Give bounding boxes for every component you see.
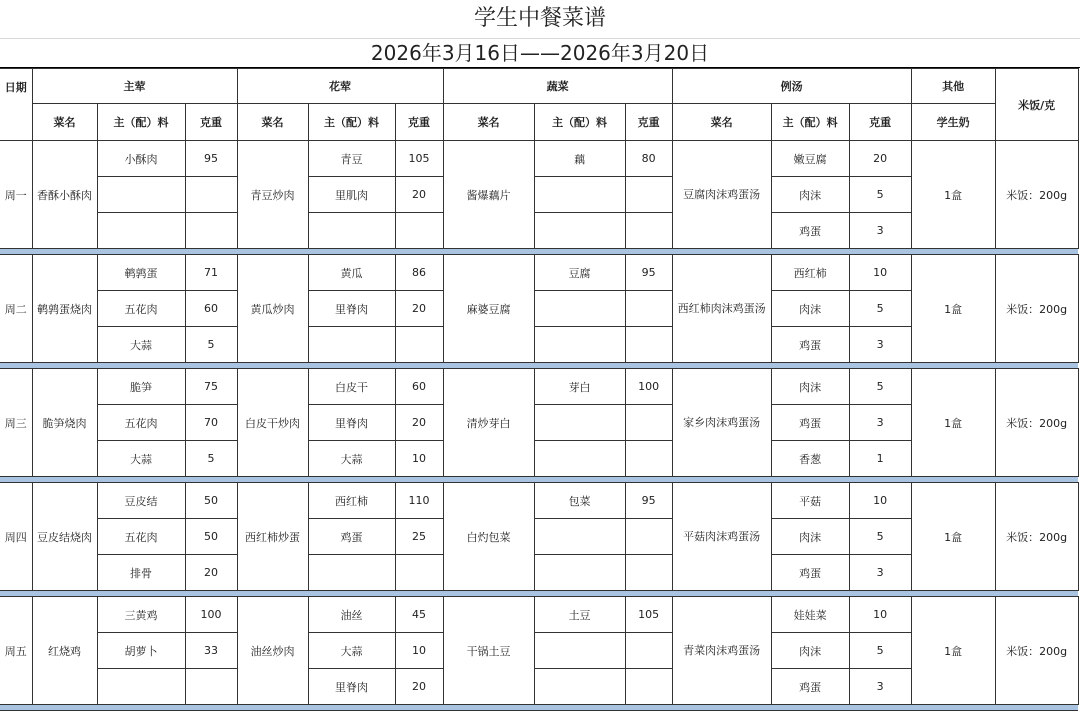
rice-value: 米饭：200g — [995, 369, 1078, 477]
col-ingredient: 主（配）料 — [308, 104, 395, 141]
table-row — [0, 255, 1078, 291]
meat-weight: 5 — [185, 327, 237, 363]
meat-weight: 95 — [185, 141, 237, 177]
half-meat-ingredient — [308, 327, 395, 363]
half-meat-weight: 20 — [395, 669, 443, 705]
veg-ingredient — [534, 177, 625, 213]
soup-weight: 10 — [849, 483, 911, 519]
header-other: 其他 — [911, 69, 995, 104]
veg-dish-name: 干锅土豆 — [443, 597, 534, 705]
header-soup: 例汤 — [672, 69, 911, 104]
half-meat-weight: 20 — [395, 405, 443, 441]
soup-weight: 5 — [849, 177, 911, 213]
col-dish-name: 菜名 — [237, 104, 308, 141]
col-ingredient: 主（配）料 — [97, 104, 185, 141]
soup-weight: 3 — [849, 669, 911, 705]
meat-dish-name: 鹌鹑蛋烧肉 — [32, 255, 97, 363]
date-range: 2026年3月16日——2026年3月20日 — [0, 39, 1080, 68]
col-weight: 克重 — [395, 104, 443, 141]
half-meat-ingredient: 大蒜 — [308, 441, 395, 477]
half-meat-ingredient: 油丝 — [308, 597, 395, 633]
table-row — [0, 369, 1078, 405]
col-milk: 学生奶 — [911, 104, 995, 141]
veg-ingredient — [534, 519, 625, 555]
meat-dish-name: 脆笋烧肉 — [32, 369, 97, 477]
veg-ingredient — [534, 555, 625, 591]
meat-ingredient: 五花肉 — [97, 405, 185, 441]
day-separator — [0, 705, 1078, 711]
menu-table — [0, 68, 1079, 711]
half-meat-weight: 60 — [395, 369, 443, 405]
veg-weight — [625, 441, 672, 477]
veg-weight: 100 — [625, 369, 672, 405]
meat-ingredient — [97, 213, 185, 249]
soup-weight: 5 — [849, 291, 911, 327]
soup-ingredient: 肉沫 — [771, 633, 849, 669]
rice-value: 米饭：200g — [995, 141, 1078, 249]
soup-dish-name: 西红柿肉沫鸡蛋汤 — [672, 255, 771, 363]
day-label: 周四 — [0, 483, 32, 591]
veg-ingredient — [534, 669, 625, 705]
meat-ingredient: 三黄鸡 — [97, 597, 185, 633]
meat-ingredient: 排骨 — [97, 555, 185, 591]
half-meat-ingredient: 里脊肉 — [308, 669, 395, 705]
veg-ingredient — [534, 441, 625, 477]
day-label: 周二 — [0, 255, 32, 363]
meat-weight: 5 — [185, 441, 237, 477]
soup-weight: 3 — [849, 405, 911, 441]
day-label: 周一 — [0, 141, 32, 249]
table-row — [0, 483, 1078, 519]
half-meat-ingredient: 里脊肉 — [308, 405, 395, 441]
meat-ingredient — [97, 669, 185, 705]
veg-ingredient — [534, 327, 625, 363]
meat-weight — [185, 177, 237, 213]
soup-weight: 3 — [849, 213, 911, 249]
soup-dish-name: 家乡肉沫鸡蛋汤 — [672, 369, 771, 477]
soup-ingredient: 鸡蛋 — [771, 669, 849, 705]
soup-ingredient: 西红柿 — [771, 255, 849, 291]
milk-value: 1盒 — [911, 483, 995, 591]
meat-dish-name: 红烧鸡 — [32, 597, 97, 705]
meat-dish-name: 豆皮结烧肉 — [32, 483, 97, 591]
milk-value: 1盒 — [911, 255, 995, 363]
veg-ingredient: 豆腐 — [534, 255, 625, 291]
milk-value: 1盒 — [911, 369, 995, 477]
meat-weight: 60 — [185, 291, 237, 327]
half-meat-ingredient: 大蒜 — [308, 633, 395, 669]
soup-weight: 3 — [849, 327, 911, 363]
half-meat-dish-name: 白皮干炒肉 — [237, 369, 308, 477]
veg-weight — [625, 213, 672, 249]
menu-body — [0, 141, 1078, 711]
veg-ingredient — [534, 291, 625, 327]
half-meat-weight: 25 — [395, 519, 443, 555]
soup-ingredient: 娃娃菜 — [771, 597, 849, 633]
col-weight: 克重 — [625, 104, 672, 141]
veg-dish-name: 白灼包菜 — [443, 483, 534, 591]
half-meat-ingredient: 黄瓜 — [308, 255, 395, 291]
half-meat-weight — [395, 327, 443, 363]
veg-weight — [625, 291, 672, 327]
col-ingredient: 主（配）料 — [771, 104, 849, 141]
soup-weight: 10 — [849, 597, 911, 633]
half-meat-dish-name: 油丝炒肉 — [237, 597, 308, 705]
soup-ingredient: 平菇 — [771, 483, 849, 519]
half-meat-weight: 20 — [395, 291, 443, 327]
soup-ingredient: 肉沫 — [771, 177, 849, 213]
meat-ingredient: 脆笋 — [97, 369, 185, 405]
half-meat-ingredient: 青豆 — [308, 141, 395, 177]
veg-ingredient: 包菜 — [534, 483, 625, 519]
half-meat-weight: 10 — [395, 441, 443, 477]
meat-weight: 20 — [185, 555, 237, 591]
table-row — [0, 597, 1078, 633]
veg-ingredient — [534, 405, 625, 441]
half-meat-ingredient: 白皮干 — [308, 369, 395, 405]
soup-weight: 3 — [849, 555, 911, 591]
meat-weight: 50 — [185, 483, 237, 519]
meat-ingredient: 五花肉 — [97, 291, 185, 327]
meat-ingredient: 大蒜 — [97, 441, 185, 477]
soup-weight: 5 — [849, 369, 911, 405]
veg-dish-name: 清炒芽白 — [443, 369, 534, 477]
soup-ingredient: 肉沫 — [771, 369, 849, 405]
soup-dish-name: 豆腐肉沫鸡蛋汤 — [672, 141, 771, 249]
meat-ingredient: 胡萝卜 — [97, 633, 185, 669]
meat-weight: 70 — [185, 405, 237, 441]
meat-ingredient: 五花肉 — [97, 519, 185, 555]
col-dish-name: 菜名 — [443, 104, 534, 141]
soup-ingredient: 鸡蛋 — [771, 405, 849, 441]
veg-weight — [625, 327, 672, 363]
rice-value: 米饭：200g — [995, 483, 1078, 591]
half-meat-weight: 105 — [395, 141, 443, 177]
soup-ingredient: 鸡蛋 — [771, 213, 849, 249]
meat-weight: 50 — [185, 519, 237, 555]
soup-dish-name: 青菜肉沫鸡蛋汤 — [672, 597, 771, 705]
soup-ingredient: 鸡蛋 — [771, 327, 849, 363]
soup-ingredient: 香葱 — [771, 441, 849, 477]
page-title: 学生中餐菜谱 — [0, 0, 1080, 39]
meat-ingredient: 鹌鹑蛋 — [97, 255, 185, 291]
veg-ingredient: 藕 — [534, 141, 625, 177]
veg-weight — [625, 405, 672, 441]
meat-ingredient: 大蒜 — [97, 327, 185, 363]
header-half-meat: 花荤 — [237, 69, 443, 104]
soup-ingredient: 嫩豆腐 — [771, 141, 849, 177]
veg-weight: 105 — [625, 597, 672, 633]
half-meat-ingredient — [308, 213, 395, 249]
soup-weight: 10 — [849, 255, 911, 291]
meat-weight: 33 — [185, 633, 237, 669]
half-meat-weight — [395, 555, 443, 591]
half-meat-ingredient: 里脊肉 — [308, 291, 395, 327]
veg-dish-name: 麻婆豆腐 — [443, 255, 534, 363]
half-meat-weight: 20 — [395, 177, 443, 213]
soup-weight: 5 — [849, 519, 911, 555]
day-label: 周三 — [0, 369, 32, 477]
soup-weight: 20 — [849, 141, 911, 177]
veg-ingredient: 芽白 — [534, 369, 625, 405]
milk-value: 1盒 — [911, 597, 995, 705]
col-dish-name: 菜名 — [32, 104, 97, 141]
half-meat-ingredient: 里肌肉 — [308, 177, 395, 213]
half-meat-ingredient: 鸡蛋 — [308, 519, 395, 555]
soup-weight: 5 — [849, 633, 911, 669]
half-meat-weight: 86 — [395, 255, 443, 291]
veg-weight: 80 — [625, 141, 672, 177]
veg-ingredient — [534, 633, 625, 669]
half-meat-dish-name: 青豆炒肉 — [237, 141, 308, 249]
col-weight: 克重 — [849, 104, 911, 141]
rice-value: 米饭：200g — [995, 255, 1078, 363]
header-rice: 米饭/克 — [995, 69, 1078, 141]
meat-dish-name: 香酥小酥肉 — [32, 141, 97, 249]
half-meat-ingredient — [308, 555, 395, 591]
soup-ingredient: 肉沫 — [771, 519, 849, 555]
soup-ingredient: 肉沫 — [771, 291, 849, 327]
table-row — [0, 141, 1078, 177]
header-veg: 蔬菜 — [443, 69, 672, 104]
milk-value: 1盒 — [911, 141, 995, 249]
meat-ingredient: 小酥肉 — [97, 141, 185, 177]
veg-dish-name: 酱爆藕片 — [443, 141, 534, 249]
soup-dish-name: 平菇肉沫鸡蛋汤 — [672, 483, 771, 591]
veg-ingredient: 土豆 — [534, 597, 625, 633]
half-meat-weight: 45 — [395, 597, 443, 633]
veg-weight — [625, 519, 672, 555]
veg-weight — [625, 633, 672, 669]
separator-bar — [0, 705, 1078, 711]
veg-weight: 95 — [625, 483, 672, 519]
meat-ingredient: 豆皮结 — [97, 483, 185, 519]
meat-weight: 100 — [185, 597, 237, 633]
col-weight: 克重 — [185, 104, 237, 141]
meat-weight: 75 — [185, 369, 237, 405]
half-meat-dish-name: 西红柿炒蛋 — [237, 483, 308, 591]
half-meat-dish-name: 黄瓜炒肉 — [237, 255, 308, 363]
col-ingredient: 主（配）料 — [534, 104, 625, 141]
meat-ingredient — [97, 177, 185, 213]
rice-value: 米饭：200g — [995, 597, 1078, 705]
header-date: 日期 — [0, 69, 32, 141]
veg-weight — [625, 177, 672, 213]
half-meat-weight: 10 — [395, 633, 443, 669]
veg-weight — [625, 669, 672, 705]
meat-weight — [185, 669, 237, 705]
half-meat-weight — [395, 213, 443, 249]
soup-weight: 1 — [849, 441, 911, 477]
soup-ingredient: 鸡蛋 — [771, 555, 849, 591]
meat-weight: 71 — [185, 255, 237, 291]
half-meat-ingredient: 西红柿 — [308, 483, 395, 519]
day-label: 周五 — [0, 597, 32, 705]
header-meat: 主荤 — [32, 69, 237, 104]
veg-ingredient — [534, 213, 625, 249]
meat-weight — [185, 213, 237, 249]
col-dish-name: 菜名 — [672, 104, 771, 141]
half-meat-weight: 110 — [395, 483, 443, 519]
veg-weight — [625, 555, 672, 591]
veg-weight: 95 — [625, 255, 672, 291]
